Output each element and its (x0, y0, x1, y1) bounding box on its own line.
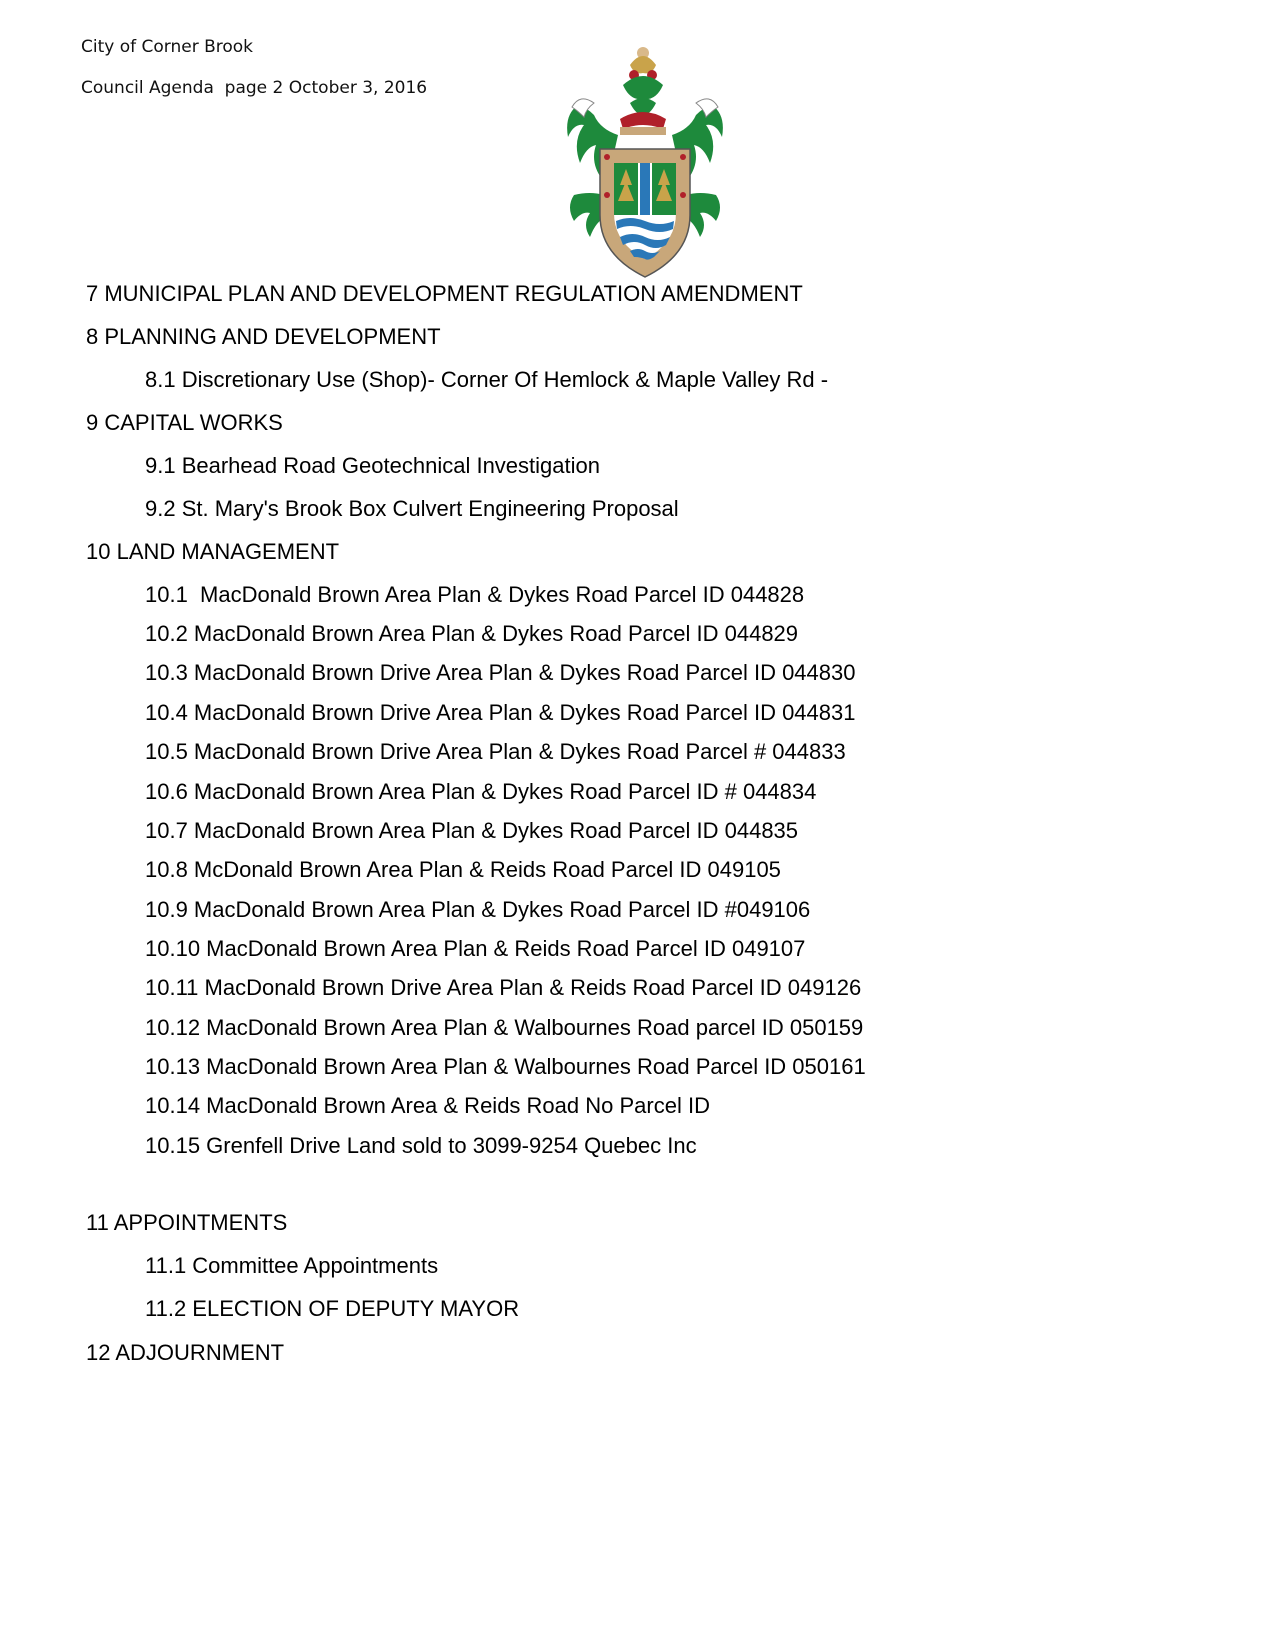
agenda-item-10-10: 10.10 MacDonald Brown Area Plan & Reids Road Parcel ID 049107 (145, 936, 806, 961)
agenda-item-8-1: 8.1 Discretionary Use (Shop)- Corner Of Hemlock & Maple Valley Rd - (145, 367, 829, 392)
agenda-section-9: 9 CAPITAL WORKS (86, 410, 283, 435)
agenda-item-11-2: 11.2 ELECTION OF DEPUTY MAYOR (145, 1296, 520, 1321)
agenda-item-11-1: 11.1 Committee Appointments (145, 1253, 439, 1278)
agenda-item-10-6: 10.6 MacDonald Brown Area Plan & Dykes Road Parcel ID # 044834 (145, 779, 817, 804)
agenda-item-10-12: 10.12 MacDonald Brown Area Plan & Walbournes Road parcel ID 050159 (145, 1015, 864, 1040)
agenda-item-10-9: 10.9 MacDonald Brown Area Plan & Dykes Road Parcel ID #049106 (145, 897, 811, 922)
agenda-item-10-11: 10.11 MacDonald Brown Drive Area Plan & Reids Road Parcel ID 049126 (145, 975, 862, 1000)
agenda-item-9-1: 9.1 Bearhead Road Geotechnical Investigation (145, 453, 600, 478)
agenda-item-10-2: 10.2 MacDonald Brown Area Plan & Dykes Road Parcel ID 044829 (145, 621, 799, 646)
agenda-item-10-1: 10.1 MacDonald Brown Area Plan & Dykes Road Parcel ID 044828 (145, 582, 805, 607)
agenda-item-10-5: 10.5 MacDonald Brown Drive Area Plan & Dykes Road Parcel # 044833 (145, 739, 846, 764)
agenda-item-10-13: 10.13 MacDonald Brown Area Plan & Walbournes Road Parcel ID 050161 (145, 1054, 866, 1079)
agenda-section-12: 12 ADJOURNMENT (86, 1340, 285, 1365)
agenda-item-10-14: 10.14 MacDonald Brown Area & Reids Road No Parcel ID (145, 1093, 710, 1118)
agenda-section-7: 7 MUNICIPAL PLAN AND DEVELOPMENT REGULATION AMENDMENT (86, 281, 803, 306)
agenda-item-10-3: 10.3 MacDonald Brown Drive Area Plan & Dykes Road Parcel ID 044830 (145, 660, 856, 685)
agenda-item-10-15: 10.15 Grenfell Drive Land sold to 3099-9254 Quebec Inc (145, 1133, 697, 1158)
agenda-item-10-4: 10.4 MacDonald Brown Drive Area Plan & Dykes Road Parcel ID 044831 (145, 700, 856, 725)
agenda-section-11: 11 APPOINTMENTS (86, 1210, 288, 1235)
header-subtitle: Council Agenda page 2 October 3, 2016 (81, 78, 428, 98)
agenda-item-10-8: 10.8 McDonald Brown Area Plan & Reids Road Parcel ID 049105 (145, 857, 781, 882)
agenda-section-8: 8 PLANNING AND DEVELOPMENT (86, 324, 441, 349)
agenda-section-10: 10 LAND MANAGEMENT (86, 539, 340, 564)
header-organization: City of Corner Brook (81, 37, 254, 57)
agenda-item-9-2: 9.2 St. Mary's Brook Box Culvert Engineering Proposal (145, 496, 679, 521)
agenda-item-10-7: 10.7 MacDonald Brown Area Plan & Dykes Road Parcel ID 044835 (145, 818, 799, 843)
